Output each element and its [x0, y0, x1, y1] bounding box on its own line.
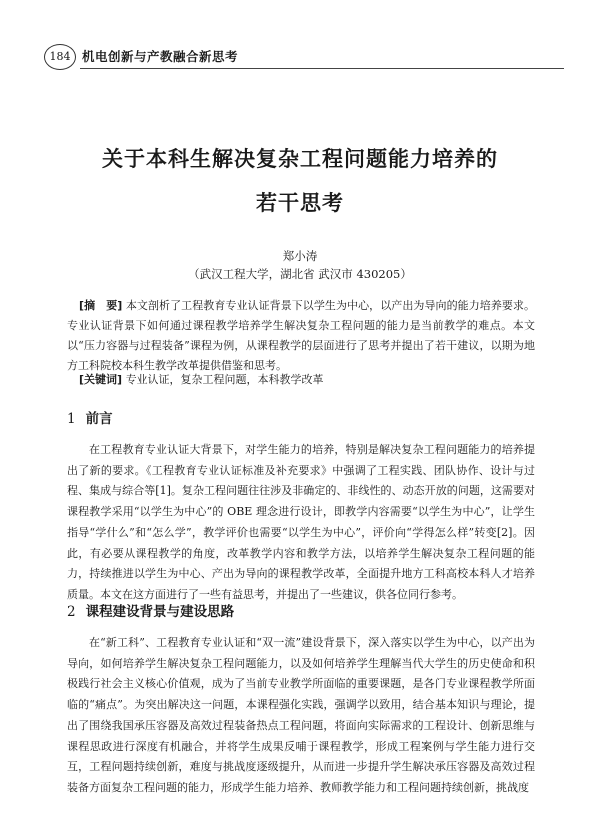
article-title-line2: 若干思考 — [256, 191, 344, 215]
journal-name: 机电创新与产教融合新思考 — [82, 49, 239, 64]
section-1-body — [67, 440, 535, 606]
keywords-text: 专业认证，复杂工程问题，本科教学改革 — [125, 373, 324, 386]
section-number: 2 — [67, 604, 76, 620]
running-header — [44, 44, 564, 72]
article-title-line1: 关于本科生解决复杂工程问题能力培养的 — [102, 147, 498, 171]
abstract-text: 本文剖析了工程教育专业认证背景下以学生为中心，以产出为导向的能力培养要求。专业认证背景下如何通过课程教学培养学生解决复杂工程问题的能力是当前教学的难点。本文以“压力容器与过程装备”课程为例，从课程教学的层面进行了思考并提出了若干建议，以期为地方工科院校本科生教学改革提供借鉴和思考。 — [67, 299, 535, 372]
keywords-label: [关键词] — [79, 373, 123, 386]
abstract-block — [67, 296, 535, 376]
page-number: 184 — [44, 44, 76, 70]
section-title: 课程建设背景与建设思路 — [85, 604, 235, 620]
author: 郑小涛 — [282, 249, 318, 263]
section-heading-2 — [67, 600, 535, 620]
section-title: 前言 — [85, 411, 113, 427]
section-heading-1 — [67, 407, 535, 427]
paragraph: 在“新工科”、工程教育专业认证和“双一流”建设背景下，深入落实以学生为中心，以产出为导向，如何培养学生解决复杂工程问题能力，以及如何培养学生理解当代大学生的历史使命和积极践行社会主义核心价值观，成为了当前专业教学所面临的重要课题，是各门专业课程教学所面临的“痛点”。为突出解决这一问题，本课程强化实践，强调学以致用，结合基本知识与理论，提出了围绕我国承压容器及高效过程装备热点工程问题，将面向实际需求的工程设计、创新思维与课程思政进行深度有机融合，并将学生成果反哺于课程教学，形成工程案例与学生能力进行交互，工程问题持续创新，难度与挑战度逐级提升，从而进一步提升学生解决承压容器及高效过程装备方面复杂工程问题的能力，形成学生能力培养、教师教学能力和工程问题持续创新，挑战度 — [67, 636, 535, 794]
section-number: 1 — [67, 411, 76, 427]
keywords-block — [79, 370, 535, 390]
affiliation: （武汉工程大学，湖北省 武汉市 430205） — [188, 267, 412, 281]
abstract-label: [摘 要] — [79, 299, 123, 312]
paragraph: 在工程教育专业认证大背景下，对学生能力的培养，特别是解决复杂工程问题能力的培养提出了新的要求。《工程教育专业认证标准及补充要求》中强调了工程实践、团队协作、设计与过程、集成与综合等[1]。复杂工程问题往往涉及非确定的、非线性的、动态开放的问题，这需要对课程教学采用“以学生为中心”的 OBE 理念进行设计，即教学内容需要“以学生为中心”，让学生指导“学什么”和“怎么学”，教学评价也需要“以学生为中心”，评价向“学得怎么样”转变[2]。因此，有必要从课程教学的角度，改革教学内容和教学方法，以培养学生解决复杂工程问题的能力，持续推进以学生为中心、产出为导向的课程教学改革，全面提升地方工科高校本科人才培养质量。本文在这方面进行了一些有益思考，并提出了一些建议，供各位同行参考。 — [67, 443, 535, 601]
header-rule — [80, 68, 564, 69]
section-2-body — [67, 633, 535, 799]
